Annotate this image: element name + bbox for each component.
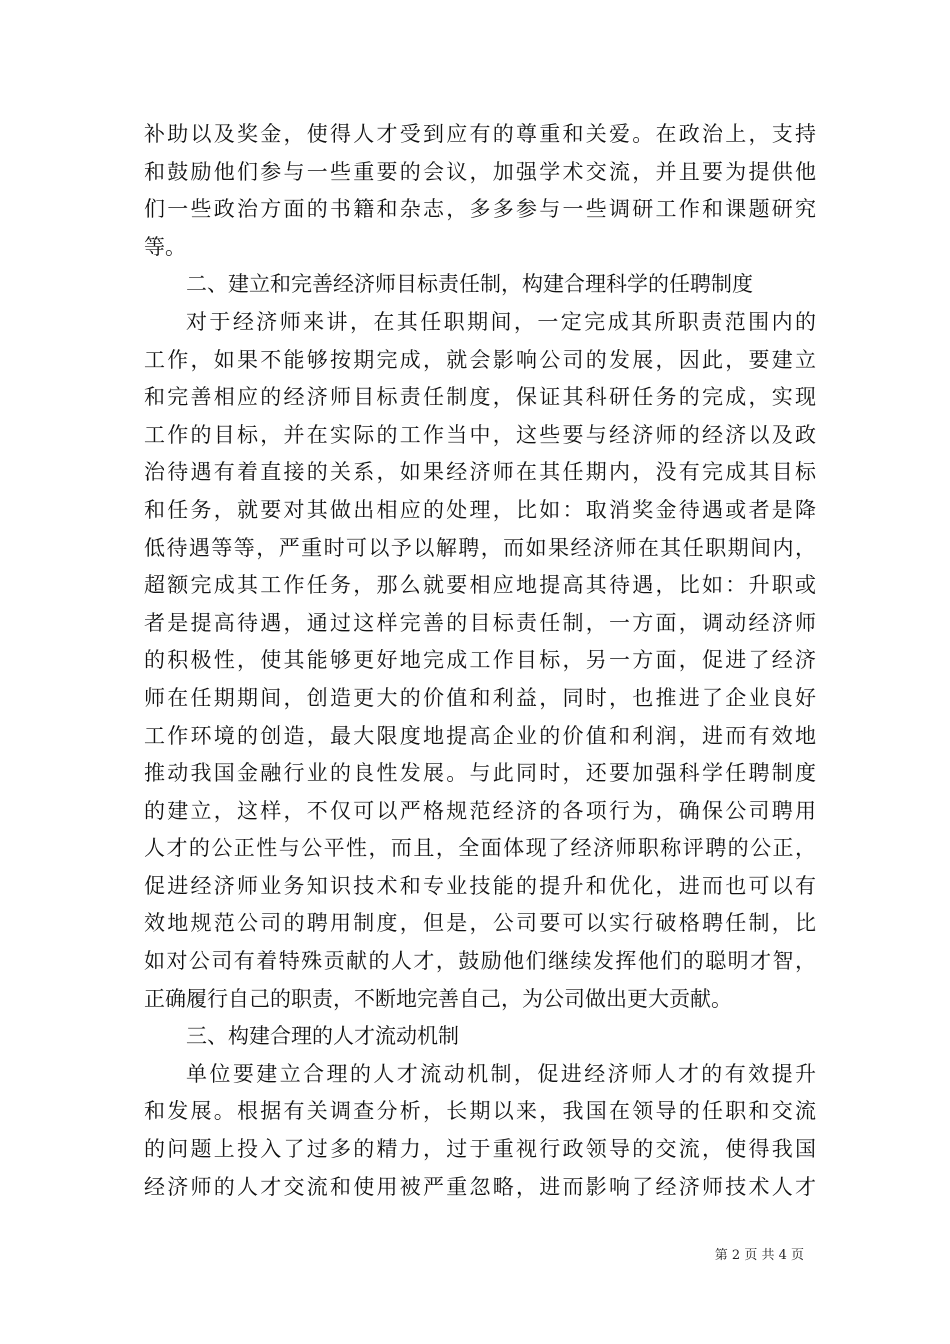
text-line: 促进经济师业务知识技术和专业技能的提升和优化，进而也可以有 bbox=[144, 873, 816, 898]
text-line: 的积极性，使其能够更好地完成工作目标，另一方面，促进了经济 bbox=[144, 648, 816, 673]
text-line: 效地规范公司的聘用制度，但是，公司要可以实行破格聘任制，比 bbox=[144, 911, 816, 936]
text-line: 人才的公正性与公平性，而且，全面体现了经济师职称评聘的公正， bbox=[144, 836, 816, 861]
text-line: 等。 bbox=[144, 234, 186, 259]
heading-line: 二、建立和完善经济师目标责任制，构建合理科学的任聘制度 bbox=[186, 272, 753, 297]
paragraph-continued bbox=[144, 116, 816, 266]
text-line: 和发展。根据有关调查分析，长期以来，我国在领导的任职和交流 bbox=[144, 1099, 816, 1124]
page-number: 第 2 页 共 4 页 bbox=[714, 1248, 804, 1263]
text-line: 经济师的人才交流和使用被严重忽略，进而影响了经济师技术人才 bbox=[144, 1174, 816, 1199]
text-line: 推动我国金融行业的良性发展。与此同时，还要加强科学任聘制度 bbox=[144, 761, 816, 786]
text-line: 低待遇等等，严重时可以予以解聘，而如果经济师在其任职期间内， bbox=[144, 535, 816, 560]
text-line: 的建立，这样，不仅可以严格规范经济的各项行为，确保公司聘用 bbox=[144, 798, 816, 823]
text-line: 工作环境的创造，最大限度地提高企业的价值和利润，进而有效地 bbox=[144, 723, 816, 748]
text-line: 如对公司有着特殊贡献的人才，鼓励他们继续发挥他们的聪明才智， bbox=[144, 949, 816, 974]
heading-line: 三、构建合理的人才流动机制 bbox=[186, 1024, 459, 1049]
document-body bbox=[144, 116, 816, 1206]
paragraph-section-3 bbox=[144, 1056, 816, 1206]
text-line: 和完善相应的经济师目标责任制度，保证其科研任务的完成，实现 bbox=[144, 385, 816, 410]
text-line: 工作的目标，并在实际的工作当中，这些要与经济师的经济以及政 bbox=[144, 422, 816, 447]
text-line: 治待遇有着直接的关系，如果经济师在其任期内，没有完成其目标 bbox=[144, 460, 816, 485]
section-heading-2 bbox=[144, 266, 816, 304]
text-line: 师在任期期间，创造更大的价值和利益，同时，也推进了企业良好 bbox=[144, 685, 816, 710]
paragraph-section-2 bbox=[144, 304, 816, 1018]
section-heading-3 bbox=[144, 1018, 816, 1056]
text-line: 的问题上投入了过多的精力，过于重视行政领导的交流，使得我国 bbox=[144, 1137, 816, 1162]
text-line: 对于经济师来讲，在其任职期间，一定完成其所职责范围内的 bbox=[186, 309, 816, 334]
text-line: 工作，如果不能够按期完成，就会影响公司的发展，因此，要建立 bbox=[144, 347, 816, 372]
text-line: 们一些政治方面的书籍和杂志，多多参与一些调研工作和课题研究 bbox=[144, 197, 816, 222]
text-line: 正确履行自己的职责，不断地完善自己，为公司做出更大贡献。 bbox=[144, 986, 732, 1011]
text-line: 补助以及奖金，使得人才受到应有的尊重和关爱。在政治上，支持 bbox=[144, 122, 816, 146]
text-line: 和任务，就要对其做出相应的处理，比如：取消奖金待遇或者是降 bbox=[144, 497, 816, 522]
text-line: 单位要建立合理的人才流动机制，促进经济师人才的有效提升 bbox=[186, 1061, 816, 1086]
text-line: 超额完成其工作任务，那么就要相应地提高其待遇，比如：升职或 bbox=[144, 573, 816, 598]
text-line: 和鼓励他们参与一些重要的会议，加强学术交流，并且要为提供他 bbox=[144, 159, 816, 184]
text-line: 者是提高待遇，通过这样完善的目标责任制，一方面，调动经济师 bbox=[144, 610, 816, 635]
